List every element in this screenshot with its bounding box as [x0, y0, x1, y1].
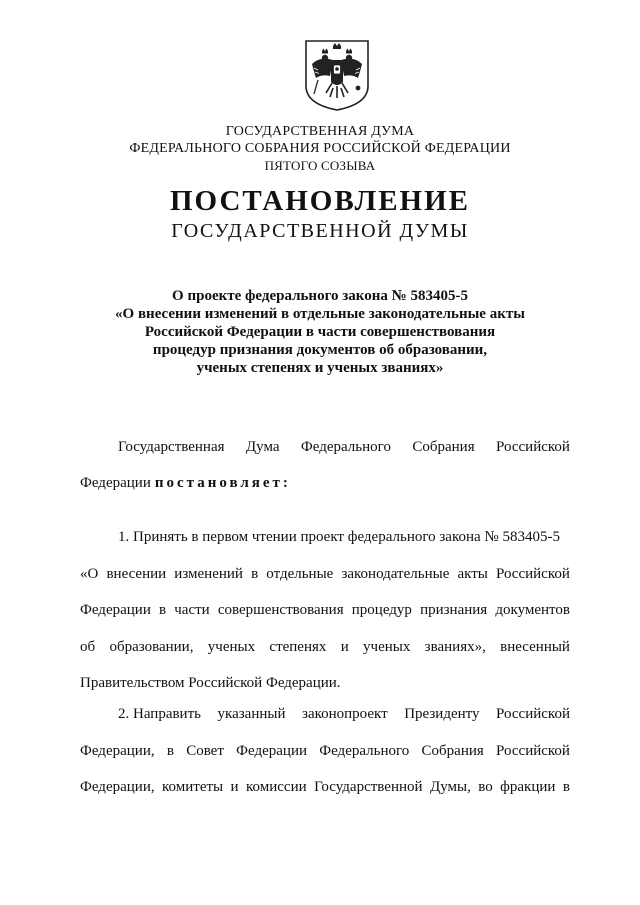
word: Федерального: [319, 743, 410, 759]
word: части: [174, 602, 210, 618]
word: Собрания: [412, 439, 475, 455]
title-line: процедур признания документов об образовании,: [152, 342, 488, 358]
word: акты: [457, 566, 488, 582]
title-line: О проекте федерального закона № 583405-5: [172, 288, 468, 304]
word: документов: [495, 602, 570, 618]
org-line-convocation: ПЯТОГО СОЗЫВА: [264, 158, 376, 173]
word: в: [166, 743, 174, 759]
paragraph-2-line-2: [80, 741, 570, 761]
word: фракции: [500, 779, 556, 795]
paragraph-1-line-1: [118, 527, 570, 547]
preamble-line-2: [80, 473, 570, 493]
word: Государственная: [118, 439, 225, 455]
title-line: Российской Федерации в части совершенствования: [144, 324, 496, 340]
org-line-duma: ГОСУДАРСТВЕННАЯ ДУМА: [225, 124, 415, 139]
word: признания: [420, 602, 488, 618]
preamble-line-1: [118, 437, 570, 457]
word: изменений: [174, 566, 243, 582]
word: Федерации: [80, 602, 151, 618]
word: и: [230, 779, 239, 795]
word: совершенствования: [217, 602, 344, 618]
word: Государственной: [314, 779, 423, 795]
word: званиях»,: [424, 639, 486, 655]
document-type: ПОСТАНОВЛЕНИЕ: [169, 185, 470, 217]
word: ученых: [207, 639, 256, 655]
word: Федерации,: [80, 743, 155, 759]
resolves-keyword: постановляет:: [154, 475, 291, 491]
word: комитеты: [162, 779, 224, 795]
word: Думы,: [429, 779, 471, 795]
word: в: [251, 566, 259, 582]
paragraph-1-line-5: [80, 673, 570, 693]
word: отдельные: [266, 566, 334, 582]
word: Российской: [496, 706, 570, 722]
word: в: [562, 779, 570, 795]
word: «О: [80, 566, 99, 582]
word: образовании,: [109, 639, 194, 655]
word: Федерации: [80, 475, 151, 491]
title-line: ученых степенях и ученых званиях»: [196, 360, 444, 376]
word: Федерации,: [80, 779, 155, 795]
word: законодательные: [341, 566, 450, 582]
word: комиссии: [246, 779, 307, 795]
word: процедур: [351, 602, 412, 618]
word: Дума: [245, 439, 280, 455]
paragraph-2-line-1: [118, 704, 570, 724]
russian-coat-of-arms-icon: [302, 38, 372, 112]
paragraph-1-line-3: [80, 600, 570, 620]
word: Федерального: [300, 439, 391, 455]
org-line-federal-assembly: ФЕДЕРАЛЬНОГО СОБРАНИЯ РОССИЙСКОЙ ФЕДЕРАЦИИ: [129, 141, 511, 156]
text: 1. Принять в первом чтении проект федерального закона № 583405-5: [118, 529, 560, 545]
word: во: [478, 779, 493, 795]
paragraph-2-line-3: [80, 777, 570, 797]
word: Собрания: [421, 743, 484, 759]
word: в: [159, 602, 167, 618]
word: Федерации: [236, 743, 307, 759]
text: Правительством Российской Федерации.: [80, 675, 341, 691]
word: внесенный: [500, 639, 570, 655]
word: Президенту: [404, 706, 480, 722]
word: Российской: [495, 566, 570, 582]
word: указанный: [217, 706, 286, 722]
word: Российской: [496, 439, 570, 455]
word: Российской: [496, 743, 570, 759]
word: об: [80, 639, 96, 655]
word: законопроект: [302, 706, 388, 722]
word: и: [340, 639, 349, 655]
resolution-title: [80, 287, 560, 377]
word: степенях: [269, 639, 327, 655]
title-line: «О внесении изменений в отдельные законодательные акты: [115, 306, 525, 322]
document-subtype: ГОСУДАРСТВЕННОЙ ДУМЫ: [171, 220, 469, 242]
paragraph-1-line-2: [80, 564, 570, 584]
paragraph-1-line-4: [80, 637, 570, 657]
word: 2. Направить: [118, 706, 201, 722]
word: ученых: [363, 639, 411, 655]
word: Совет: [186, 743, 224, 759]
word: внесении: [106, 566, 167, 582]
